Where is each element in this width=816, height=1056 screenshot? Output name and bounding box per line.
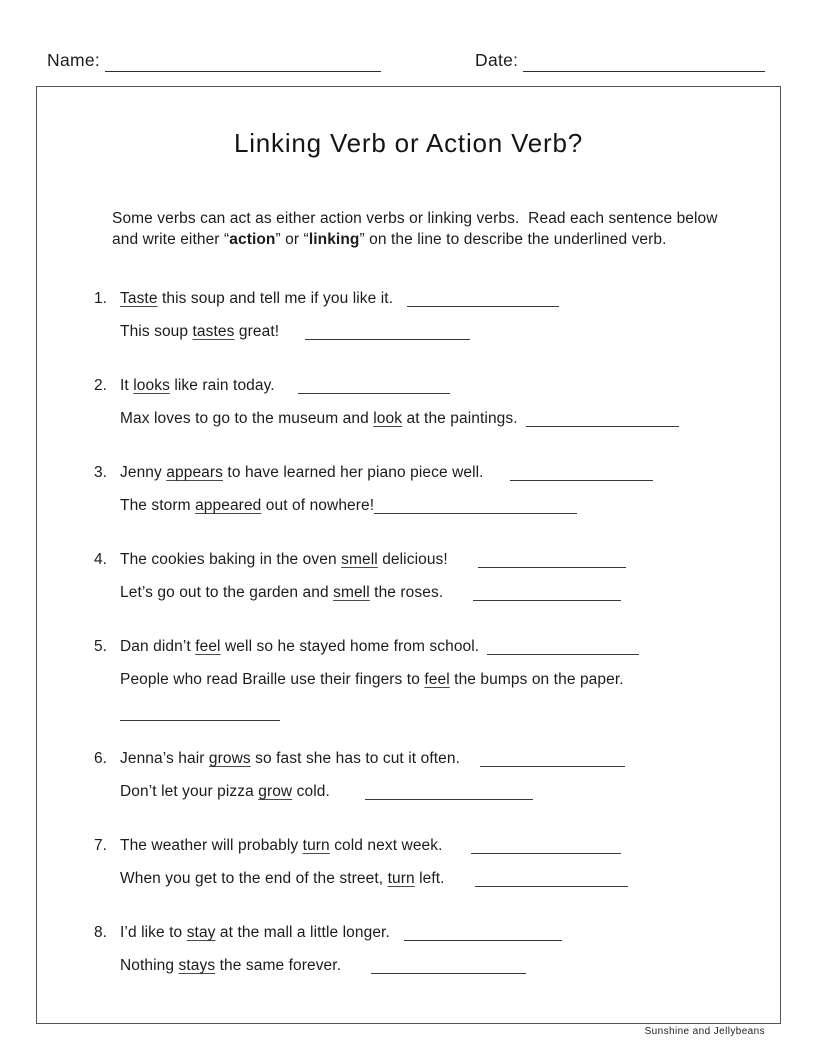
answer-blank — [365, 785, 533, 801]
underlined-verb: appeared — [195, 497, 262, 514]
page-title: Linking Verb or Action Verb? — [233, 128, 584, 158]
underlined-verb: grows — [208, 750, 251, 767]
sentence-text: the roses. — [369, 584, 444, 601]
date-label: Date: — [475, 50, 519, 70]
sentence-text: at the paintings. — [402, 410, 518, 427]
sentence-text: I’d like to — [120, 924, 187, 941]
question-item — [94, 749, 780, 802]
sentence-text: at the mall a little longer. — [215, 924, 390, 941]
underlined-verb: stay — [186, 924, 216, 941]
question-item — [94, 923, 780, 976]
answer-blank — [478, 553, 626, 569]
underlined-verb: looks — [133, 377, 170, 394]
sentence-text: great! — [234, 323, 280, 340]
sentence-text: cold next week. — [329, 837, 443, 854]
question-number: 8. — [94, 924, 107, 941]
answer-blank — [404, 926, 562, 942]
question-number: 7. — [94, 837, 107, 854]
instruction-keyword: action — [229, 231, 276, 248]
sentence-text: Jenny — [120, 464, 167, 481]
sentence-text: Nothing — [120, 957, 179, 974]
sentence-text: the same forever. — [215, 957, 342, 974]
question-item — [94, 289, 780, 342]
sentence-text: It — [120, 377, 134, 394]
sentence-line — [120, 550, 780, 570]
name-blank-line — [105, 50, 381, 72]
sentence-text: out of nowhere! — [261, 497, 375, 514]
sentence-text: Max loves to go to the museum and — [120, 410, 374, 427]
sentence-line — [120, 496, 780, 516]
underlined-verb: feel — [424, 671, 450, 688]
sentence-text: cold. — [292, 783, 330, 800]
underlined-verb: grow — [258, 783, 293, 800]
underlined-verb: smell — [333, 584, 370, 601]
sentence-text: well so he stayed home from school. — [220, 638, 480, 655]
answer-blank — [407, 292, 559, 308]
sentence-line — [120, 637, 780, 657]
sentence-text: The weather will probably — [120, 837, 303, 854]
sentence-line — [120, 869, 780, 889]
question-item — [94, 637, 780, 723]
sentence-line — [120, 749, 780, 769]
underlined-verb: feel — [195, 638, 221, 655]
answer-blank — [120, 706, 280, 722]
question-item — [94, 376, 780, 429]
question-number: 5. — [94, 638, 107, 655]
name-field-row — [47, 48, 381, 72]
underlined-verb: turn — [387, 870, 415, 887]
answer-blank — [526, 412, 679, 428]
sentence-line — [120, 409, 780, 429]
answer-blank — [510, 466, 653, 482]
sentence-line — [120, 956, 780, 976]
question-item — [94, 463, 780, 516]
question-number: 3. — [94, 464, 107, 481]
sentence-text: The storm — [120, 497, 196, 514]
question-number: 4. — [94, 551, 107, 568]
sentence-text: When you get to the end of the street, — [120, 870, 388, 887]
sentence-text: to have learned her piano piece well. — [223, 464, 484, 481]
underlined-verb: appears — [166, 464, 223, 481]
underlined-verb: stays — [178, 957, 216, 974]
question-item — [94, 550, 780, 603]
sentence-line — [120, 923, 780, 943]
underlined-verb: smell — [341, 551, 378, 568]
question-item — [94, 836, 780, 889]
sentence-text: Don’t let your pizza — [120, 783, 259, 800]
instruction-text: ” on the line to describe the underlined verb. — [359, 231, 667, 248]
underlined-verb: Taste — [120, 290, 158, 307]
answer-blank — [374, 499, 577, 515]
answer-blank — [298, 379, 450, 395]
date-blank-line — [523, 50, 765, 72]
sentence-line — [120, 322, 780, 342]
sentence-line — [120, 782, 780, 802]
sentence-line — [120, 670, 780, 690]
answer-blank — [471, 839, 621, 855]
sentence-text: This soup — [120, 323, 193, 340]
answer-blank — [305, 325, 470, 341]
answer-blank — [473, 586, 621, 602]
sentence-text: Jenna’s hair — [120, 750, 209, 767]
sentence-line — [120, 289, 780, 309]
sentence-line — [120, 583, 780, 603]
question-list — [37, 289, 780, 976]
underlined-verb: turn — [302, 837, 330, 854]
sentence-text: this soup and tell me if you like it. — [157, 290, 394, 307]
sentence-text: the bumps on the paper. — [449, 671, 624, 688]
answer-blank — [487, 640, 639, 656]
question-number: 1. — [94, 290, 107, 307]
sentence-text: People who read Braille use their fingers to — [120, 671, 425, 688]
underlined-verb: tastes — [192, 323, 235, 340]
sentence-line — [120, 376, 780, 396]
instructions-paragraph — [112, 208, 718, 250]
sentence-text: The cookies baking in the oven — [120, 551, 342, 568]
answer-blank — [480, 752, 625, 768]
sentence-line — [120, 463, 780, 483]
instruction-keyword: linking — [308, 231, 360, 248]
sentence-text: like rain today. — [169, 377, 275, 394]
answer-blank — [371, 959, 526, 975]
sentence-line — [120, 836, 780, 856]
instruction-text: ” or “ — [275, 231, 309, 248]
answer-blank — [475, 872, 628, 888]
worksheet-panel — [36, 86, 781, 1024]
name-label: Name: — [47, 50, 101, 70]
footer-credit: Sunshine and Jellybeans — [644, 1026, 765, 1037]
sentence-text: left. — [414, 870, 445, 887]
instruction-text: Some verbs can act as either action verbs or linking verbs. Read each sentence below and write either “ — [112, 210, 718, 248]
question-number: 2. — [94, 377, 107, 394]
sentence-text: Let’s go out to the garden and — [120, 584, 334, 601]
sentence-text: so fast she has to cut it often. — [250, 750, 460, 767]
date-field-row — [475, 48, 765, 72]
sentence-line — [120, 703, 780, 723]
question-number: 6. — [94, 750, 107, 767]
underlined-verb: look — [373, 410, 403, 427]
sentence-text: delicious! — [377, 551, 448, 568]
sentence-text: Dan didn’t — [120, 638, 196, 655]
